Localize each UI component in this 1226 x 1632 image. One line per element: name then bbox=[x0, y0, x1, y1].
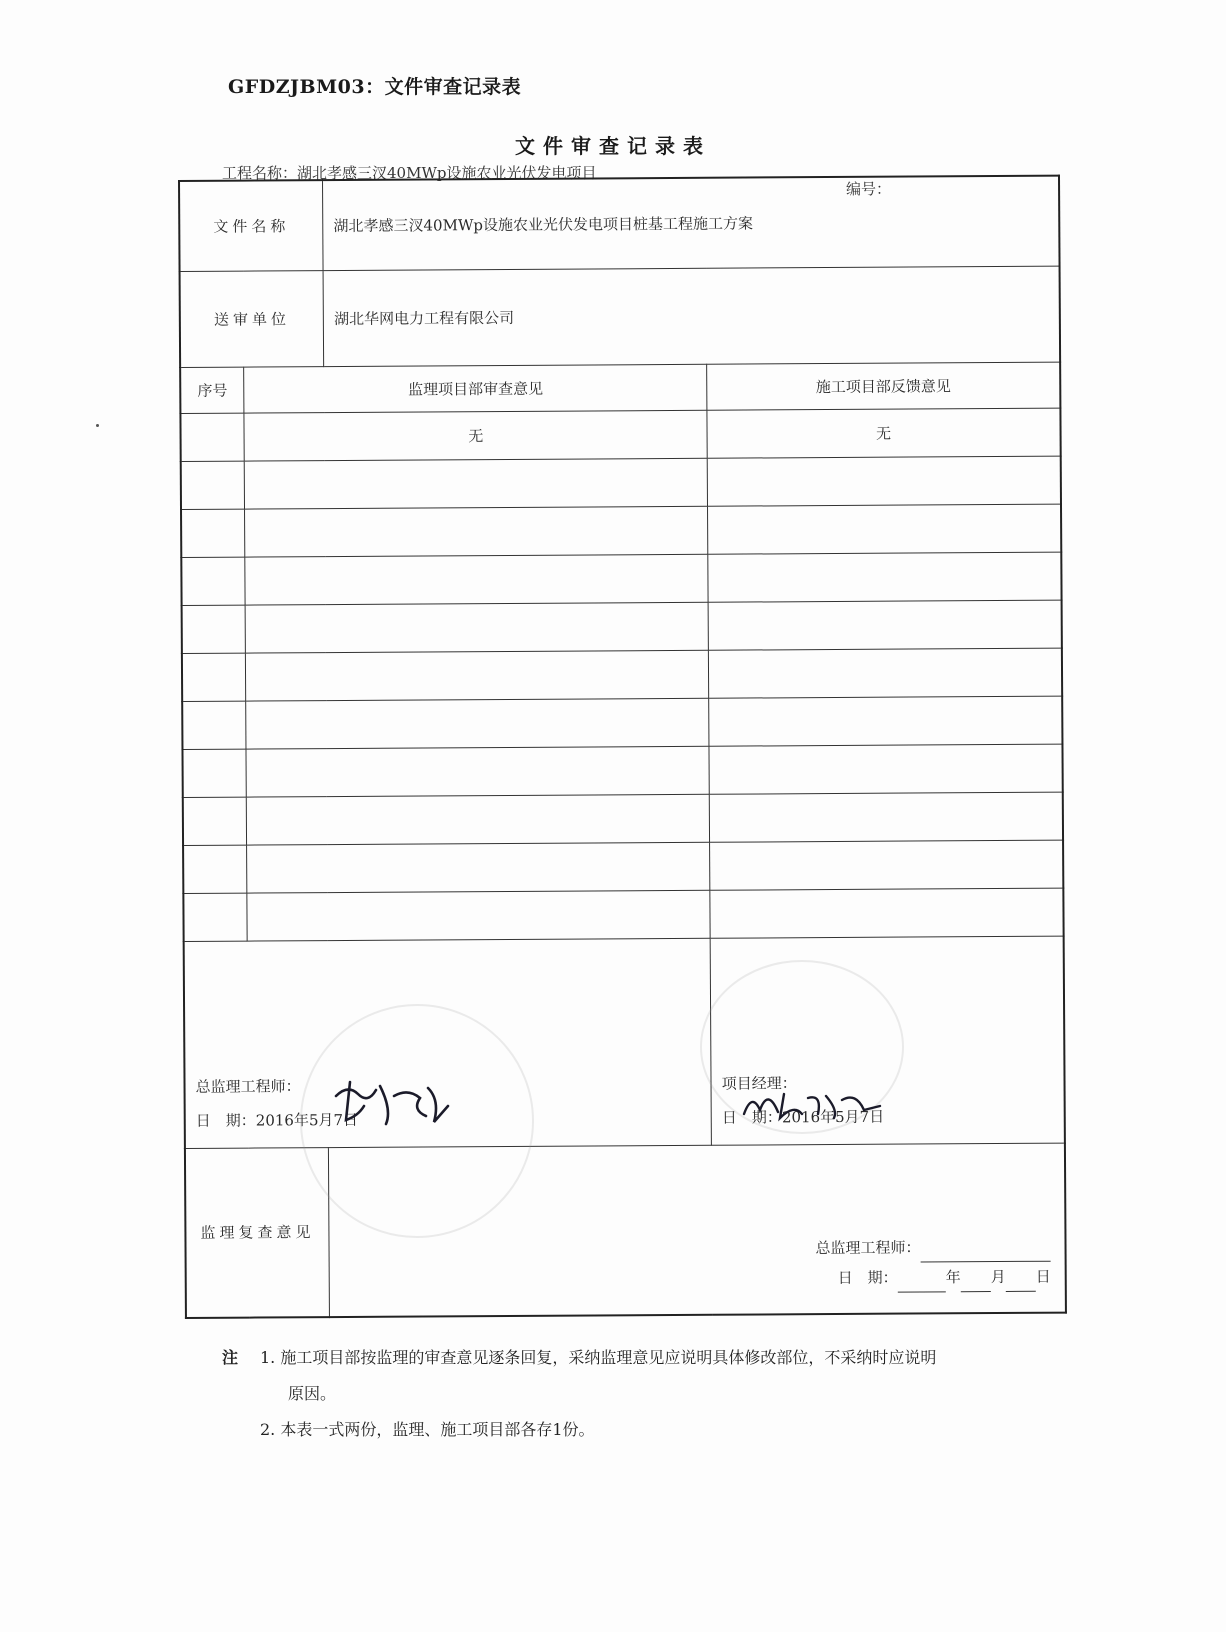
handwritten-signature-chief bbox=[328, 1076, 458, 1136]
row-construction bbox=[708, 552, 1062, 602]
row-construction bbox=[709, 792, 1063, 842]
table-row bbox=[182, 600, 1062, 653]
review-day-blank bbox=[1006, 1272, 1036, 1291]
row-supervision bbox=[247, 794, 710, 845]
row-construction bbox=[709, 744, 1063, 794]
note-item-1-text: 1. 施工项目部按监理的审查意见逐条回复，采纳监理意见应说明具体修改部位，不采纳时应说明 bbox=[260, 1348, 937, 1367]
table-row bbox=[181, 456, 1061, 509]
table-row bbox=[180, 408, 1060, 461]
review-engineer-blank bbox=[921, 1242, 1051, 1262]
row-supervision bbox=[245, 458, 708, 509]
scan-speck bbox=[96, 424, 99, 427]
manager-date-label: 日 期： bbox=[721, 1107, 782, 1127]
table-row bbox=[181, 504, 1061, 557]
table-row bbox=[183, 840, 1063, 893]
row-construction bbox=[710, 888, 1064, 938]
document-title: 文件审查记录表 bbox=[515, 134, 711, 158]
review-engineer-label: 总监理工程师： bbox=[815, 1237, 921, 1257]
row-construction bbox=[710, 840, 1064, 890]
row-construction bbox=[708, 600, 1062, 650]
row-construction bbox=[709, 648, 1063, 698]
note-item-1 bbox=[222, 1340, 1082, 1376]
table-row bbox=[182, 744, 1062, 797]
row-construction bbox=[707, 456, 1061, 506]
col-construction-header: 施工项目部反馈意见 bbox=[707, 362, 1061, 410]
file-name-row bbox=[179, 176, 1060, 271]
review-engineer-line bbox=[340, 1231, 1051, 1265]
manager-date-value: 2016年5月7日 bbox=[781, 1107, 885, 1126]
note-item-1-cont: 原因。 bbox=[288, 1384, 337, 1403]
review-month-blank bbox=[961, 1273, 991, 1292]
row-seq bbox=[183, 893, 247, 941]
row-seq bbox=[181, 557, 245, 605]
file-name-value: 湖北孝感三汊40MWp设施农业光伏发电项目桩基工程施工方案 bbox=[323, 176, 1060, 270]
review-date-label: 日 期： bbox=[837, 1268, 898, 1287]
column-header-row bbox=[180, 362, 1060, 413]
manager-label: 项目经理： bbox=[721, 1073, 797, 1093]
review-year-blank bbox=[898, 1273, 946, 1292]
row-seq bbox=[183, 797, 247, 845]
notes-section bbox=[222, 1340, 1082, 1448]
form-code: GFDZJBM03：文件审查记录表 bbox=[228, 76, 522, 98]
row-supervision bbox=[246, 746, 709, 797]
row-construction: 无 bbox=[707, 408, 1061, 458]
project-name: 湖北孝感三汊40MWp设施农业光伏发电项目 bbox=[297, 164, 597, 182]
row-supervision bbox=[246, 602, 709, 653]
file-name-label: 文件名称 bbox=[179, 180, 323, 271]
table-row bbox=[183, 792, 1063, 845]
row-seq bbox=[182, 653, 246, 701]
row-supervision bbox=[245, 506, 708, 557]
row-construction bbox=[708, 504, 1062, 554]
row-seq bbox=[181, 461, 245, 509]
row-seq bbox=[182, 605, 246, 653]
row-seq bbox=[182, 749, 246, 797]
table-row bbox=[181, 552, 1061, 605]
row-seq bbox=[180, 413, 244, 461]
chief-engineer-label: 总监理工程师： bbox=[195, 1076, 301, 1096]
table-row bbox=[183, 888, 1063, 941]
col-supervision-header: 监理项目部审查意见 bbox=[244, 364, 707, 413]
review-month: 月 bbox=[990, 1267, 1006, 1286]
chief-date-label: 日 期： bbox=[195, 1111, 256, 1130]
submitter-row bbox=[180, 266, 1061, 367]
row-supervision: 无 bbox=[244, 410, 707, 461]
row-supervision bbox=[246, 650, 709, 701]
row-seq bbox=[182, 701, 246, 749]
project-label: 工程名称： bbox=[222, 164, 298, 182]
review-date-line bbox=[340, 1261, 1051, 1295]
review-day: 日 bbox=[1035, 1267, 1051, 1286]
review-year: 年 bbox=[945, 1267, 961, 1286]
row-seq bbox=[181, 509, 245, 557]
row-supervision bbox=[245, 554, 708, 605]
chief-date-value: 2016年5月7日 bbox=[255, 1110, 359, 1130]
note-item-2: 2. 本表一式两份，监理、施工项目部各存1份。 bbox=[260, 1420, 595, 1439]
row-construction bbox=[709, 696, 1063, 746]
row-seq bbox=[183, 845, 247, 893]
submitter-label: 送审单位 bbox=[180, 270, 324, 367]
table-row bbox=[182, 696, 1062, 749]
submitter-value: 湖北华网电力工程有限公司 bbox=[323, 266, 1060, 366]
table-row bbox=[182, 648, 1062, 701]
row-supervision bbox=[247, 842, 710, 893]
col-seq-header: 序号 bbox=[180, 367, 244, 413]
row-supervision bbox=[246, 698, 709, 749]
notes-label: 注 bbox=[222, 1348, 239, 1367]
review-label: 监理复查意见 bbox=[185, 1147, 330, 1317]
row-supervision bbox=[247, 890, 710, 941]
handwritten-signature-manager bbox=[738, 1084, 888, 1124]
number-label: 编号： bbox=[846, 180, 892, 198]
